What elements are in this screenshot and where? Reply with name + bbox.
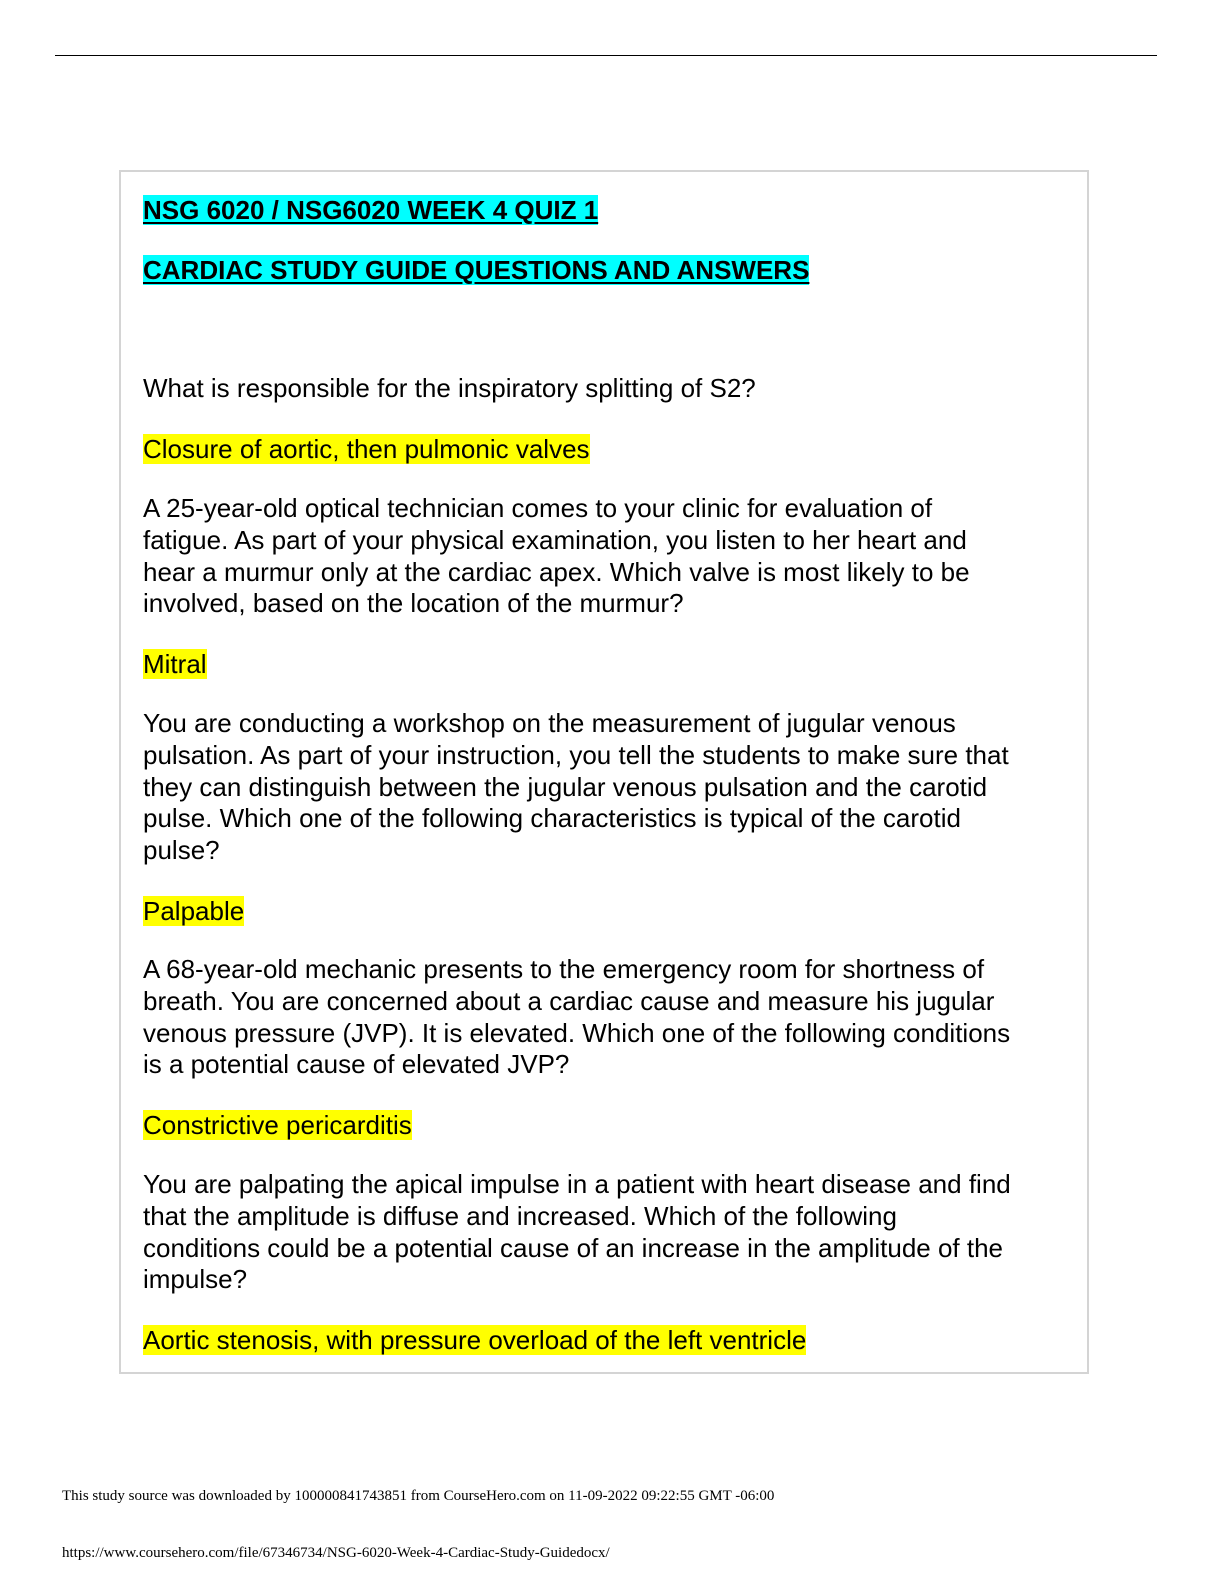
top-rule: [55, 55, 1157, 56]
question-line: You are palpating the apical impulse in a patient with heart disease and find: [143, 1169, 1011, 1199]
question-line: A 25-year-old optical technician comes to your clinic for evaluation of: [143, 493, 933, 523]
question-line: they can distinguish between the jugular venous pulsation and the carotid: [143, 771, 988, 802]
answer-text: Constrictive pericarditis: [143, 1110, 412, 1140]
answer-4: [143, 1109, 412, 1141]
question-line: hear a murmur only at the cardiac apex. Which valve is most likely to be: [143, 556, 970, 587]
title-line-1: NSG 6020 / NSG6020 WEEK 4 QUIZ 1: [143, 195, 599, 225]
question-line: fatigue. As part of your physical examination, you listen to her heart and: [143, 524, 967, 555]
question-2: [143, 493, 1083, 620]
answer-text: Aortic stenosis, with pressure overload of the left ventricle: [143, 1325, 807, 1355]
answer-text: Closure of aortic, then pulmonic valves: [143, 434, 590, 464]
answer-text: Mitral: [143, 649, 207, 679]
question-line: is a potential cause of elevated JVP?: [143, 1049, 570, 1080]
answer-2: [143, 648, 207, 680]
question-line: that the amplitude is diffuse and increased. Which of the following: [143, 1200, 897, 1231]
page-title: [143, 194, 598, 226]
question-line: You are conducting a workshop on the measurement of jugular venous: [143, 708, 956, 738]
question-line: impulse?: [143, 1264, 248, 1295]
question-line: A 68-year-old mechanic presents to the emergency room for shortness of: [143, 954, 985, 984]
title-line-2: CARDIAC STUDY GUIDE QUESTIONS AND ANSWERS: [143, 255, 810, 285]
question-line: pulse. Which one of the following characteristics is typical of the carotid: [143, 803, 961, 834]
question-1: [143, 373, 1083, 405]
question-5: [143, 1169, 1083, 1296]
question-4: [143, 954, 1083, 1081]
source-url[interactable]: https://www.coursehero.com/file/67346734/NSG-6020-Week-4-Cardiac-Study-Guidedocx/: [62, 1545, 610, 1561]
answer-3: [143, 895, 244, 927]
question-line: What is responsible for the inspiratory splitting of S2?: [143, 373, 756, 403]
answer-1: [143, 433, 590, 465]
answer-text: Palpable: [143, 896, 245, 926]
page-subtitle: [143, 254, 809, 286]
question-line: venous pressure (JVP). It is elevated. Which one of the following conditions: [143, 1017, 1011, 1048]
question-line: involved, based on the location of the murmur?: [143, 588, 684, 619]
question-line: conditions could be a potential cause of an increase in the amplitude of the: [143, 1232, 1004, 1263]
question-line: pulsation. As part of your instruction, you tell the students to make sure that: [143, 739, 1009, 770]
question-3: [143, 708, 1083, 867]
download-note: This study source was downloaded by 100000841743851 from CourseHero.com on 11-09-2022 09:22:55 GMT -06:00: [62, 1488, 775, 1504]
question-line: pulse?: [143, 835, 220, 866]
answer-5: [143, 1324, 806, 1356]
question-line: breath. You are concerned about a cardiac cause and measure his jugular: [143, 985, 995, 1016]
